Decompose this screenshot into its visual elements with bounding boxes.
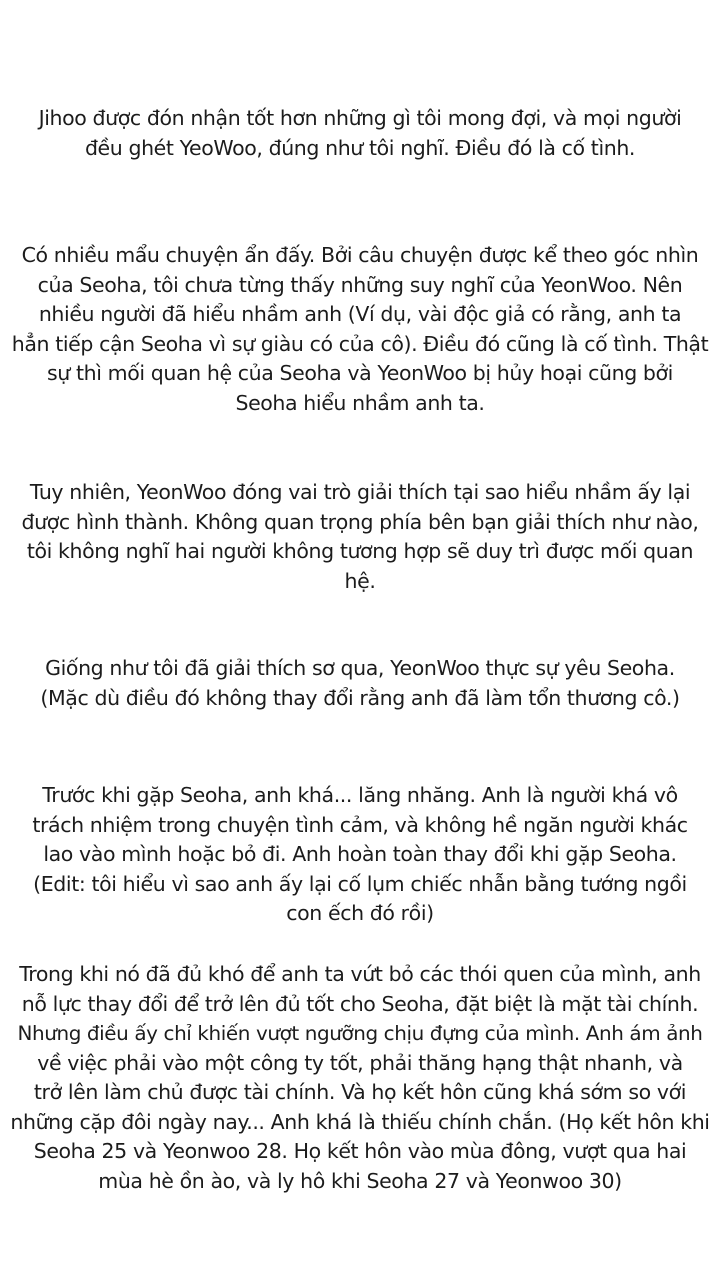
- paragraph-line: Seoha 25 và Yeonwoo 28. Họ kết hôn vào mùa đông, vượt qua hai: [33, 1139, 687, 1163]
- paragraph-line: Seoha hiểu nhầm anh ta.: [235, 390, 485, 415]
- paragraph-1: [10, 104, 710, 163]
- paragraph-line: tôi không nghĩ hai người không tương hợp sẽ duy trì được mối quan: [26, 539, 694, 563]
- paragraph-line: lao vào mình hoặc bỏ đi. Anh hoàn toàn thay đổi khi gặp Seoha.: [43, 842, 677, 866]
- paragraph-line: con ếch đó rồi): [286, 901, 434, 925]
- paragraph-line: những cặp đôi ngày nay... Anh khá là thiếu chính chắn. (Họ kết hôn khi: [10, 1109, 710, 1134]
- paragraph-line: Trước khi gặp Seoha, anh khá... lăng nhăng. Anh là người khá vô: [42, 783, 678, 807]
- paragraph-line: Jihoo được đón nhận tốt hơn những gì tôi mong đợi, và mọi người: [38, 106, 682, 130]
- paragraph-line: hệ.: [344, 568, 376, 593]
- paragraph-line: Giống như tôi đã giải thích sơ qua, YeonWoo thực sự yêu Seoha.: [45, 656, 675, 680]
- paragraph-6: [10, 960, 710, 1196]
- paragraph-line: hẳn tiếp cận Seoha vì sự giàu có của cô). Điều đó cũng là cố tình. Thật: [11, 331, 709, 356]
- paragraph-line: (Edit: tôi hiểu vì sao anh ấy lại cố lụm chiếc nhẫn bằng tướng ngồi: [33, 871, 687, 896]
- paragraph-line: (Mặc dù điều đó không thay đổi rằng anh đã làm tổn thương cô.): [40, 685, 680, 710]
- paragraph-line: Tuy nhiên, YeonWoo đóng vai trò giải thích tại sao hiểu nhầm ấy lại: [29, 480, 691, 504]
- paragraph-line: Nhưng điều ấy chỉ khiến vượt ngưỡng chịu đựng của mình. Anh ám ảnh: [17, 1021, 703, 1045]
- paragraph-line: sự thì mối quan hệ của Seoha và YeonWoo bị hủy hoại cũng bởi: [47, 361, 673, 385]
- paragraph-line: về việc phải vào một công ty tốt, phải thăng hạng thật nhanh, và: [37, 1050, 683, 1075]
- paragraph-line: Có nhiều mẩu chuyện ẩn đấy. Bởi câu chuyện được kể theo góc nhìn: [21, 243, 699, 267]
- paragraph-line: mùa hè ồn ào, và ly hô khi Seoha 27 và Yeonwoo 30): [98, 1168, 622, 1193]
- paragraph-5: [10, 781, 710, 929]
- paragraph-line: trách nhiệm trong chuyện tình cảm, và không hề ngăn người khác: [32, 812, 688, 837]
- paragraph-4: [10, 654, 710, 713]
- paragraph-line: nỗ lực thay đổi để trở lên đủ tốt cho Seoha, đặt biệt là mặt tài chính.: [21, 991, 699, 1016]
- paragraph-2: [10, 241, 710, 418]
- paragraph-line: nhiều người đã hiểu nhầm anh (Ví dụ, vài độc giả có rằng, anh ta: [38, 302, 682, 326]
- paragraph-line: đều ghét YeoWoo, đúng như tôi nghĩ. Điều đó là cố tình.: [84, 135, 636, 160]
- paragraph-line: Trong khi nó đã đủ khó để anh ta vứt bỏ các thói quen của mình, anh: [19, 962, 701, 986]
- paragraph-3: [10, 478, 710, 596]
- paragraph-line: được hình thành. Không quan trọng phía bên bạn giải thích như nào,: [21, 509, 699, 534]
- paragraph-line: của Seoha, tôi chưa từng thấy những suy nghĩ của YeonWoo. Nên: [37, 272, 683, 297]
- paragraph-line: trở lên làm chủ được tài chính. Và họ kết hôn cũng khá sớm so với: [33, 1080, 687, 1104]
